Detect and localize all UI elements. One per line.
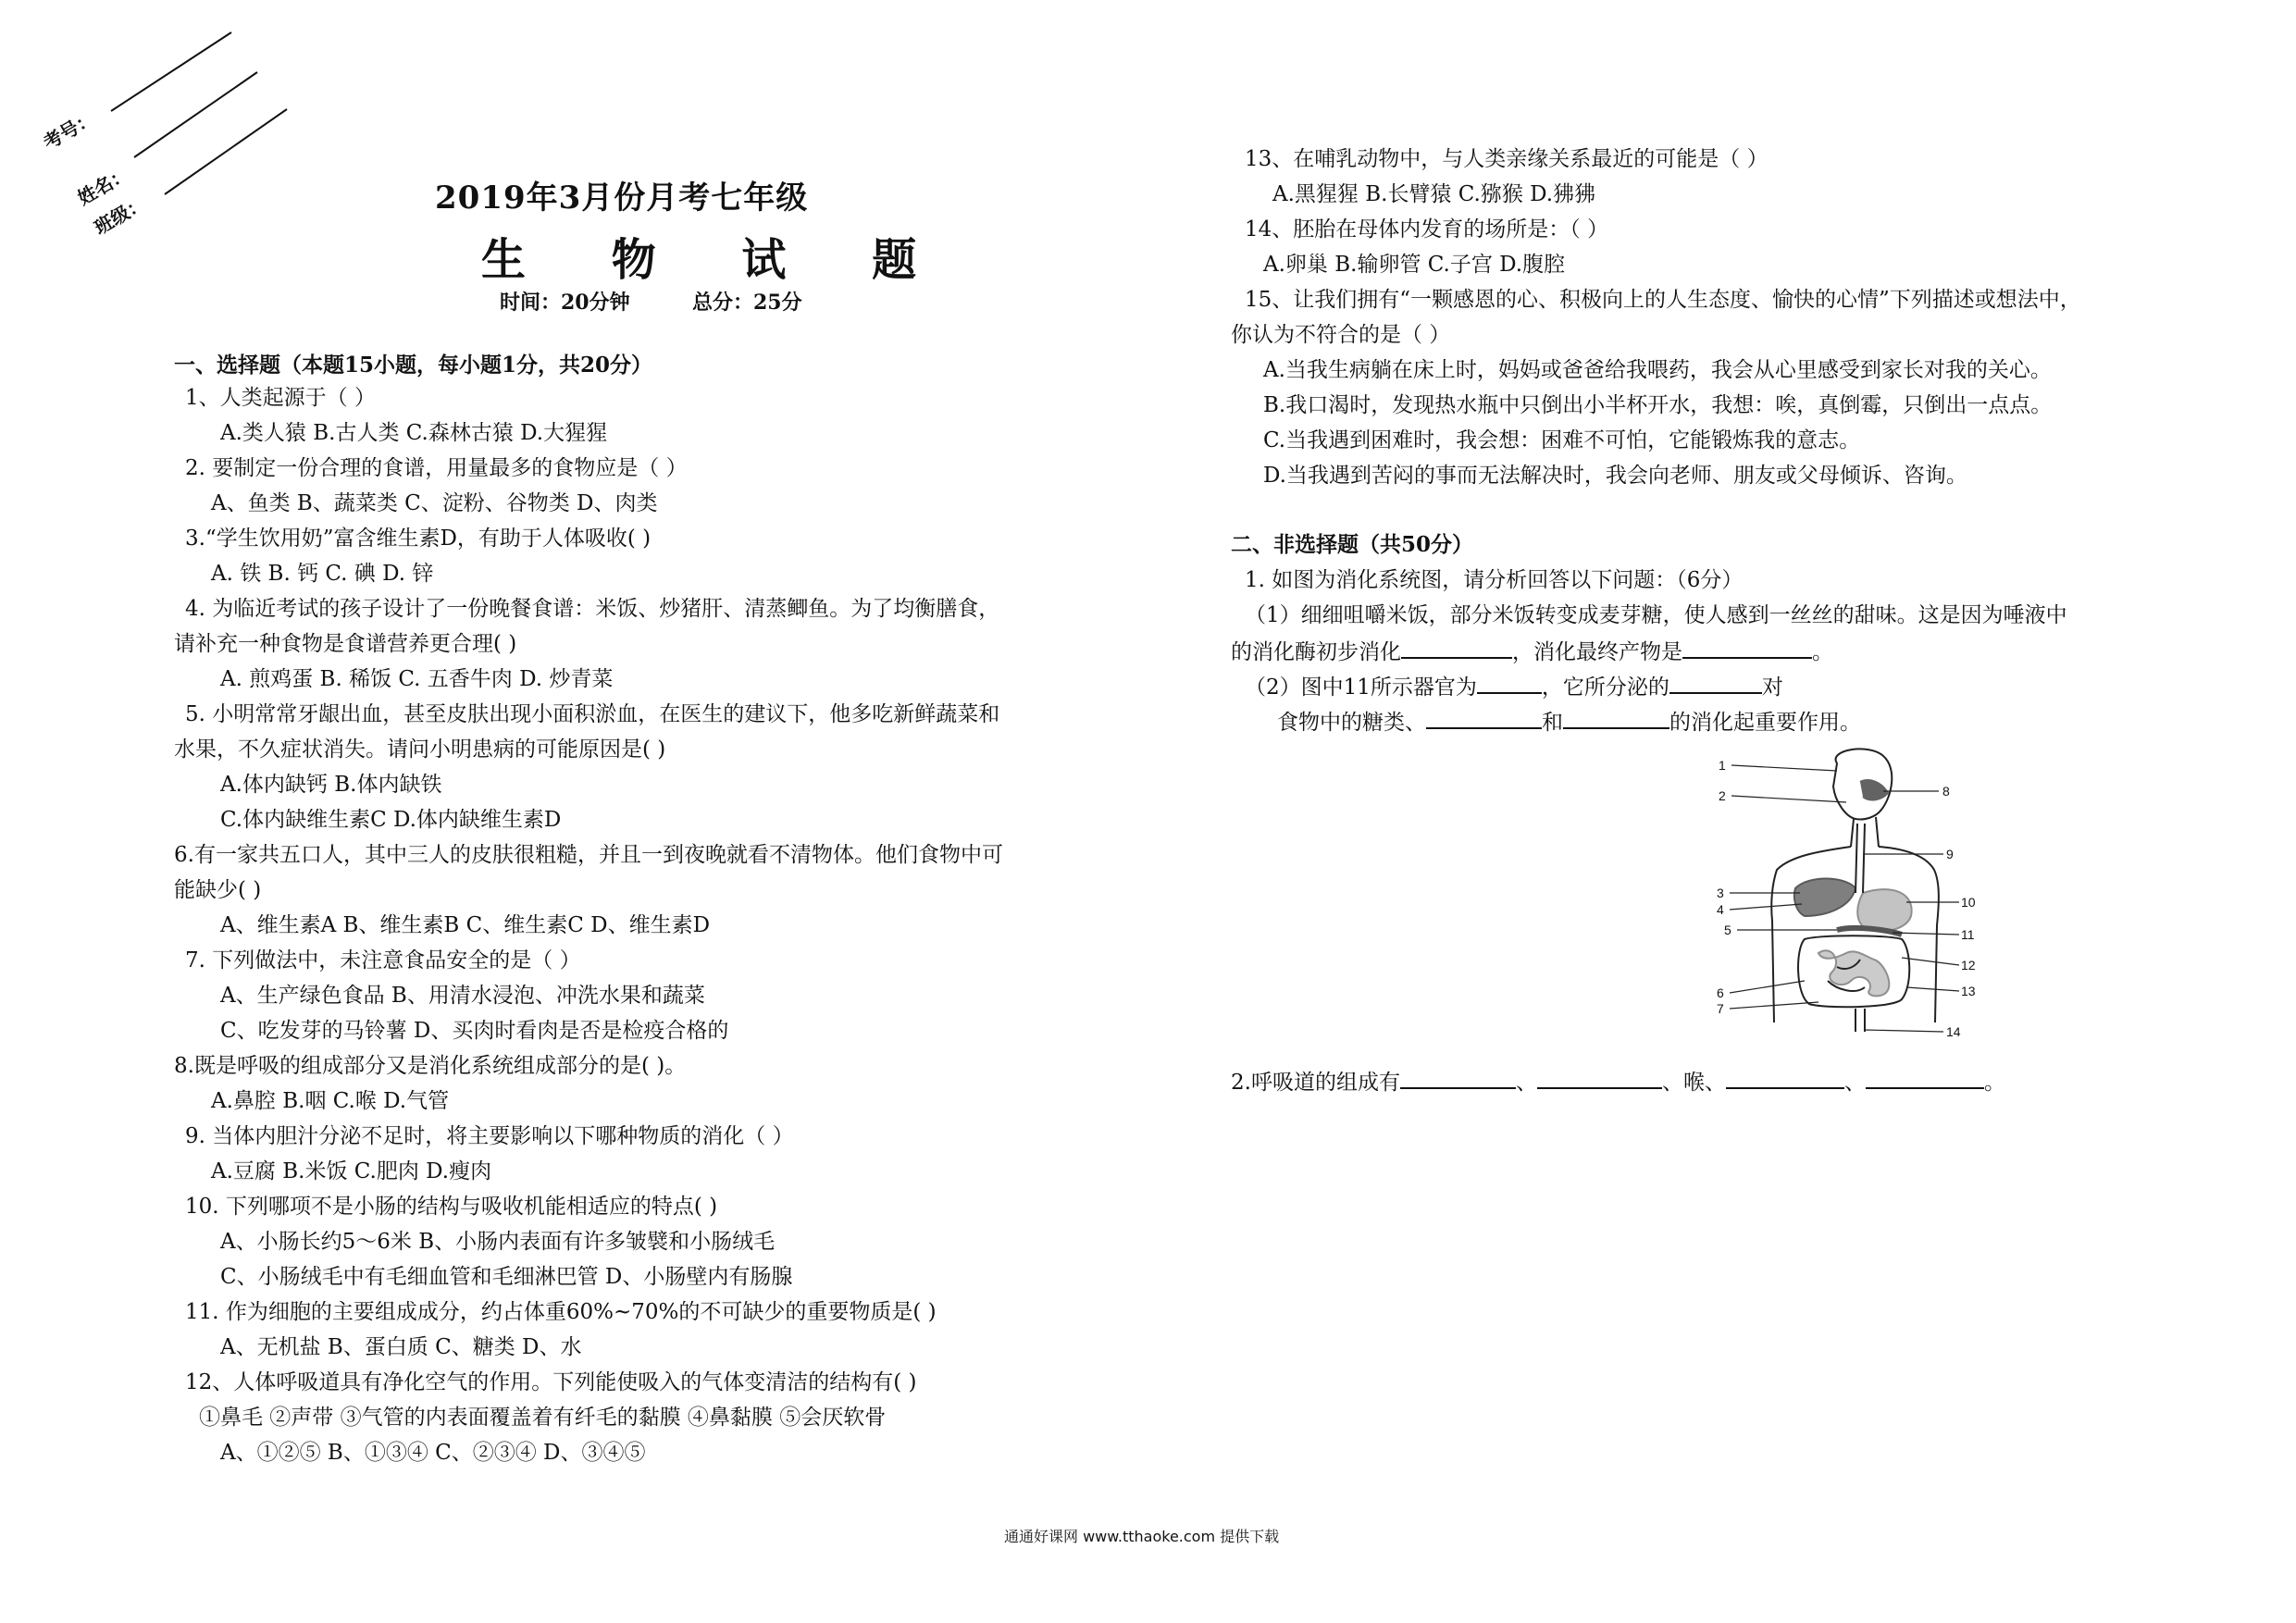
option-line: B.我口渴时，发现热水瓶中只倒出小半杯开水，我想：唉，真倒霉，只倒出一点点。 xyxy=(1263,393,2053,417)
question-line: 11. 作为细胞的主要组成成分，约占体重60%~70%的不可缺少的重要物质是( ) xyxy=(185,1300,937,1324)
question-line: 8.既是呼吸的组成部分又是消化系统组成部分的是( )。 xyxy=(174,1054,687,1078)
option-line: A、小肠长约5～6米 B、小肠内表面有许多皱襞和小肠绒毛 xyxy=(220,1230,776,1254)
answer-blank[interactable] xyxy=(1426,707,1542,729)
option-line: C、小肠绒毛中有毛细血管和毛细淋巴管 D、小肠壁内有肠腺 xyxy=(220,1265,793,1289)
question-line: 5. 小明常常牙龈出血，甚至皮肤出现小面积淤血，在医生的建议下，他多吃新鲜蔬菜和 xyxy=(185,702,1000,726)
question-line: 4. 为临近考试的孩子设计了一份晚餐食谱：米饭、炒猪肝、清蒸鲫鱼。为了均衡膳食， xyxy=(185,597,1000,621)
option-line: C.当我遇到困难时，我会想：困难不可怕，它能锻炼我的意志。 xyxy=(1263,428,1861,452)
answer-blank[interactable] xyxy=(1563,707,1669,729)
diagram-label-3: 3 xyxy=(1717,886,1724,900)
diagram-label-5: 5 xyxy=(1724,923,1731,937)
option-line: A.卵巢 B.输卵管 C.子宫 D.腹腔 xyxy=(1263,253,1566,277)
question-line: 13、在哺乳动物中，与人类亲缘关系最近的可能是（ ） xyxy=(1245,147,1769,171)
exam-score: 总分：25分 xyxy=(692,291,802,315)
option-line: A.类人猿 B.古人类 C.森林古猿 D.大猩猩 xyxy=(220,421,608,445)
option-line: C、吃发芽的马铃薯 D、买肉时看肉是否是检疫合格的 xyxy=(220,1019,729,1043)
fill-line: （2）图中11所示器官为 ，它所分泌的 对 xyxy=(1245,672,1783,701)
class-field: 班级： xyxy=(90,192,150,240)
name-field: 姓名： xyxy=(73,162,133,210)
question-line: 9. 当体内胆汁分泌不足时，将主要影响以下哪种物质的消化（ ） xyxy=(185,1124,794,1148)
answer-blank[interactable] xyxy=(1401,637,1512,659)
answer-blank[interactable] xyxy=(1726,1067,1844,1089)
option-line: ①鼻毛 ②声带 ③气管的内表面覆盖着有纤毛的黏膜 ④鼻黏膜 ⑤会厌软骨 xyxy=(199,1406,887,1430)
diagram-label-12: 12 xyxy=(1961,958,1976,973)
question-line: 12、人体呼吸道具有净化空气的作用。下列能使吸入的气体变清洁的结构有( ) xyxy=(185,1370,917,1394)
footer-text: 通通好课网 www.tthaoke.com 提供下载 xyxy=(1004,1528,1280,1545)
answer-blank[interactable] xyxy=(1537,1067,1662,1089)
answer-blank[interactable] xyxy=(1682,637,1812,659)
fill-line: 2.呼吸道的组成有 、 、喉、 、 。 xyxy=(1231,1067,2005,1096)
answer-blank[interactable] xyxy=(1400,1067,1516,1089)
exam-time: 时间：20分钟 xyxy=(500,291,630,315)
option-line: A.当我生病躺在床上时，妈妈或爸爸给我喂药，我会从心里感受到家长对我的关心。 xyxy=(1263,358,2052,382)
diagram-label-8: 8 xyxy=(1942,784,1950,799)
option-line: A、①②⑤ B、①③④ C、②③④ D、③④⑤ xyxy=(220,1441,646,1465)
question-line: 请补充一种食物是食谱营养更合理( ) xyxy=(174,632,517,656)
section1-title: 一、选择题（本题15小题，每小题1分，共20分） xyxy=(174,353,653,378)
option-line: A.鼻腔 B.咽 C.喉 D.气管 xyxy=(211,1089,450,1113)
diagram-label-10: 10 xyxy=(1961,895,1976,910)
question-line: 水果，不久症状消失。请问小明患病的可能原因是( ) xyxy=(174,737,666,762)
option-line: A. 煎鸡蛋 B. 稀饭 C. 五香牛肉 D. 炒青菜 xyxy=(220,667,614,691)
fill-line: 的消化酶初步消化 ，消化最终产物是 。 xyxy=(1231,637,1833,666)
question-line: 6.有一家共五口人，其中三人的皮肤很粗糙，并且一到夜晚就看不清物体。他们食物中可 xyxy=(174,843,1003,867)
option-line: A、无机盐 B、蛋白质 C、糖类 D、水 xyxy=(220,1335,582,1359)
question-line: （1）细细咀嚼米饭，部分米饭转变成麦芽糖，使人感到一丝丝的甜味。这是因为唾液中 xyxy=(1245,603,2067,627)
diagram-label-11: 11 xyxy=(1961,927,1975,942)
option-line: A、生产绿色食品 B、用清水浸泡、冲洗水果和蔬菜 xyxy=(220,984,705,1008)
diagram-label-1: 1 xyxy=(1719,758,1726,773)
answer-blank[interactable] xyxy=(1477,672,1542,694)
question-line: 1、人类起源于（ ） xyxy=(185,386,376,410)
option-line: A. 铁 B. 钙 C. 碘 D. 锌 xyxy=(211,562,434,586)
option-line: A、维生素A B、维生素B C、维生素C D、维生素D xyxy=(220,913,711,937)
digestive-system-diagram xyxy=(1717,745,1985,1055)
exam-title: 2019年3月份月考七年级 xyxy=(435,180,809,217)
option-line: C.体内缺维生素C D.体内缺维生素D xyxy=(220,808,562,832)
question-line: 10. 下列哪项不是小肠的结构与吸收机能相适应的特点( ) xyxy=(185,1195,718,1219)
option-line: A.黑猩猩 B.长臂猿 C.猕猴 D.狒狒 xyxy=(1272,182,1596,206)
option-line: D.当我遇到苦闷的事而无法解决时，我会向老师、朋友或父母倾诉、咨询。 xyxy=(1263,464,1967,488)
question-line: 能缺少( ) xyxy=(174,878,262,902)
question-line: 1. 如图为消化系统图，请分析回答以下问题：（6分） xyxy=(1245,568,1744,592)
diagram-label-13: 13 xyxy=(1961,984,1976,998)
diagram-label-2: 2 xyxy=(1719,788,1726,803)
option-line: A.体内缺钙 B.体内缺铁 xyxy=(220,773,442,797)
diagram-label-6: 6 xyxy=(1717,985,1724,1000)
diagram-label-9: 9 xyxy=(1946,847,1954,861)
diagram-label-7: 7 xyxy=(1717,1001,1724,1016)
exam-number-field: 考号： xyxy=(39,106,99,155)
option-line: A.豆腐 B.米饭 C.肥肉 D.瘦肉 xyxy=(211,1159,492,1183)
question-line: 2. 要制定一份合理的食谱，用量最多的食物应是（ ） xyxy=(185,456,688,480)
section2-title: 二、非选择题（共50分） xyxy=(1231,532,1474,557)
question-line: 15、让我们拥有“一颗感恩的心、积极向上的人生态度、愉快的心情”下列描述或想法中， xyxy=(1245,288,2081,312)
diagram-label-14: 14 xyxy=(1946,1024,1961,1039)
question-line: 7. 下列做法中，未注意食品安全的是（ ） xyxy=(185,948,581,973)
diagram-label-4: 4 xyxy=(1717,902,1724,917)
answer-blank[interactable] xyxy=(1669,672,1762,694)
answer-blank[interactable] xyxy=(1866,1067,1984,1089)
fill-line: 食物中的糖类、 和 的消化起重要作用。 xyxy=(1277,707,1861,737)
option-line: A、鱼类 B、蔬菜类 C、淀粉、谷物类 D、肉类 xyxy=(211,491,658,515)
question-line: 你认为不符合的是（ ） xyxy=(1231,323,1451,347)
binding-lines xyxy=(93,28,305,213)
question-line: 3.“学生饮用奶”富含维生素D，有助于人体吸收( ) xyxy=(185,527,652,551)
question-line: 14、胚胎在母体内发育的场所是：（ ） xyxy=(1245,217,1609,242)
subject-title: 生 物 试 题 xyxy=(481,234,952,286)
